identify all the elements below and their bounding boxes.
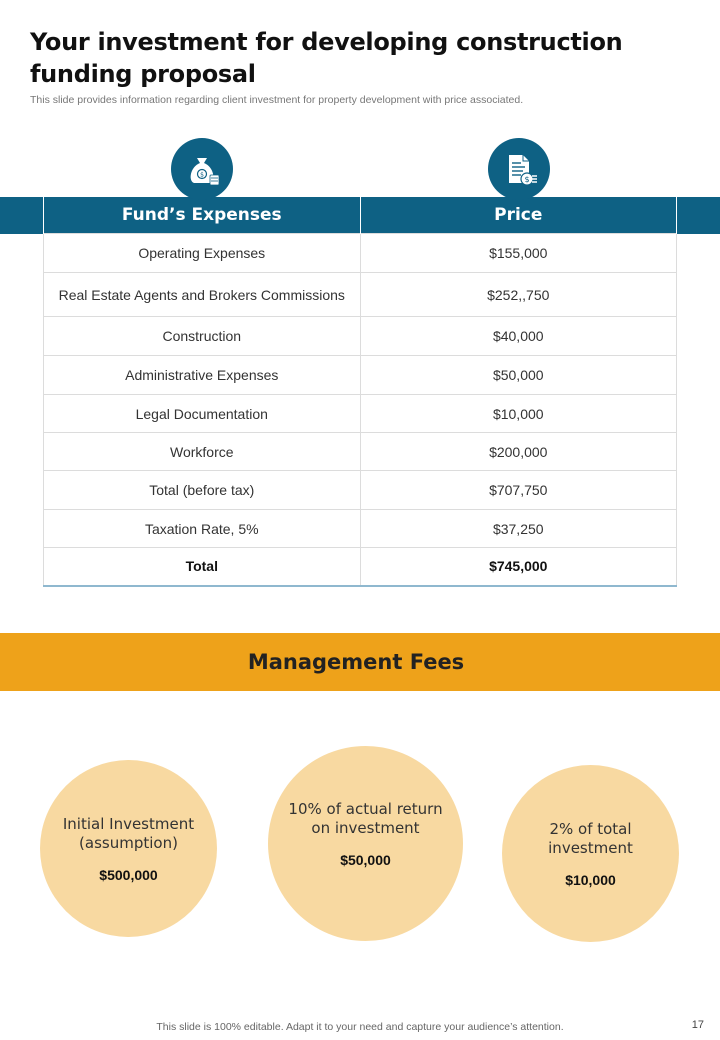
price-cell: $707,750 xyxy=(360,471,676,510)
expense-cell: Construction xyxy=(44,317,361,356)
column-header-price: Price xyxy=(360,196,676,234)
page-number: 17 xyxy=(691,1019,704,1031)
price-cell: $200,000 xyxy=(360,433,676,471)
svg-text:$: $ xyxy=(200,171,204,179)
table-row xyxy=(44,395,677,433)
management-fees-title: Management Fees xyxy=(247,650,465,674)
management-fees-banner xyxy=(0,633,720,691)
money-bag-icon xyxy=(171,138,233,200)
expense-cell: Workforce xyxy=(44,433,361,471)
expense-cell: Real Estate Agents and Brokers Commissions xyxy=(44,273,361,317)
page-subtitle: This slide provides information regarding client investment for property development with price associated. xyxy=(30,94,524,106)
price-cell: $37,250 xyxy=(360,510,676,548)
table-row xyxy=(44,273,677,317)
table-row xyxy=(44,234,677,273)
total-price-cell: $745,000 xyxy=(360,548,676,586)
fee-value: $10,000 xyxy=(565,871,616,888)
column-header-expenses: Fund’s Expenses xyxy=(44,196,361,234)
price-cell: $10,000 xyxy=(360,395,676,433)
table-row xyxy=(44,433,677,471)
price-cell: $50,000 xyxy=(360,356,676,395)
expense-cell: Legal Documentation xyxy=(44,395,361,433)
fee-label: 2% of total investment xyxy=(548,819,633,857)
page-title: Your investment for developing construction funding proposal xyxy=(30,28,623,88)
fee-value: $50,000 xyxy=(340,851,391,868)
table-row xyxy=(44,471,677,510)
expense-cell: Operating Expenses xyxy=(44,234,361,273)
table-total-row xyxy=(44,548,677,586)
fee-circle-total-investment xyxy=(502,765,679,942)
footer-note: This slide is 100% editable. Adapt it to your need and capture your audience’s attention. xyxy=(156,1021,564,1033)
table-header-row xyxy=(44,196,677,234)
price-cell: $252,,750 xyxy=(360,273,676,317)
expenses-table xyxy=(43,196,677,587)
fee-label: 10% of actual return on investment xyxy=(288,799,443,837)
table-row xyxy=(44,510,677,548)
table-row xyxy=(44,356,677,395)
table-row xyxy=(44,317,677,356)
svg-text:$: $ xyxy=(524,175,530,184)
invoice-document-icon xyxy=(488,138,550,200)
expense-cell: Administrative Expenses xyxy=(44,356,361,395)
fee-circle-return xyxy=(268,746,463,941)
total-label-cell: Total xyxy=(44,548,361,586)
price-cell: $155,000 xyxy=(360,234,676,273)
fee-label: Initial Investment (assumption) xyxy=(62,814,195,852)
fee-value: $500,000 xyxy=(99,866,158,883)
fee-circle-initial-investment xyxy=(40,760,217,937)
expense-cell: Taxation Rate, 5% xyxy=(44,510,361,548)
price-cell: $40,000 xyxy=(360,317,676,356)
expense-cell: Total (before tax) xyxy=(44,471,361,510)
